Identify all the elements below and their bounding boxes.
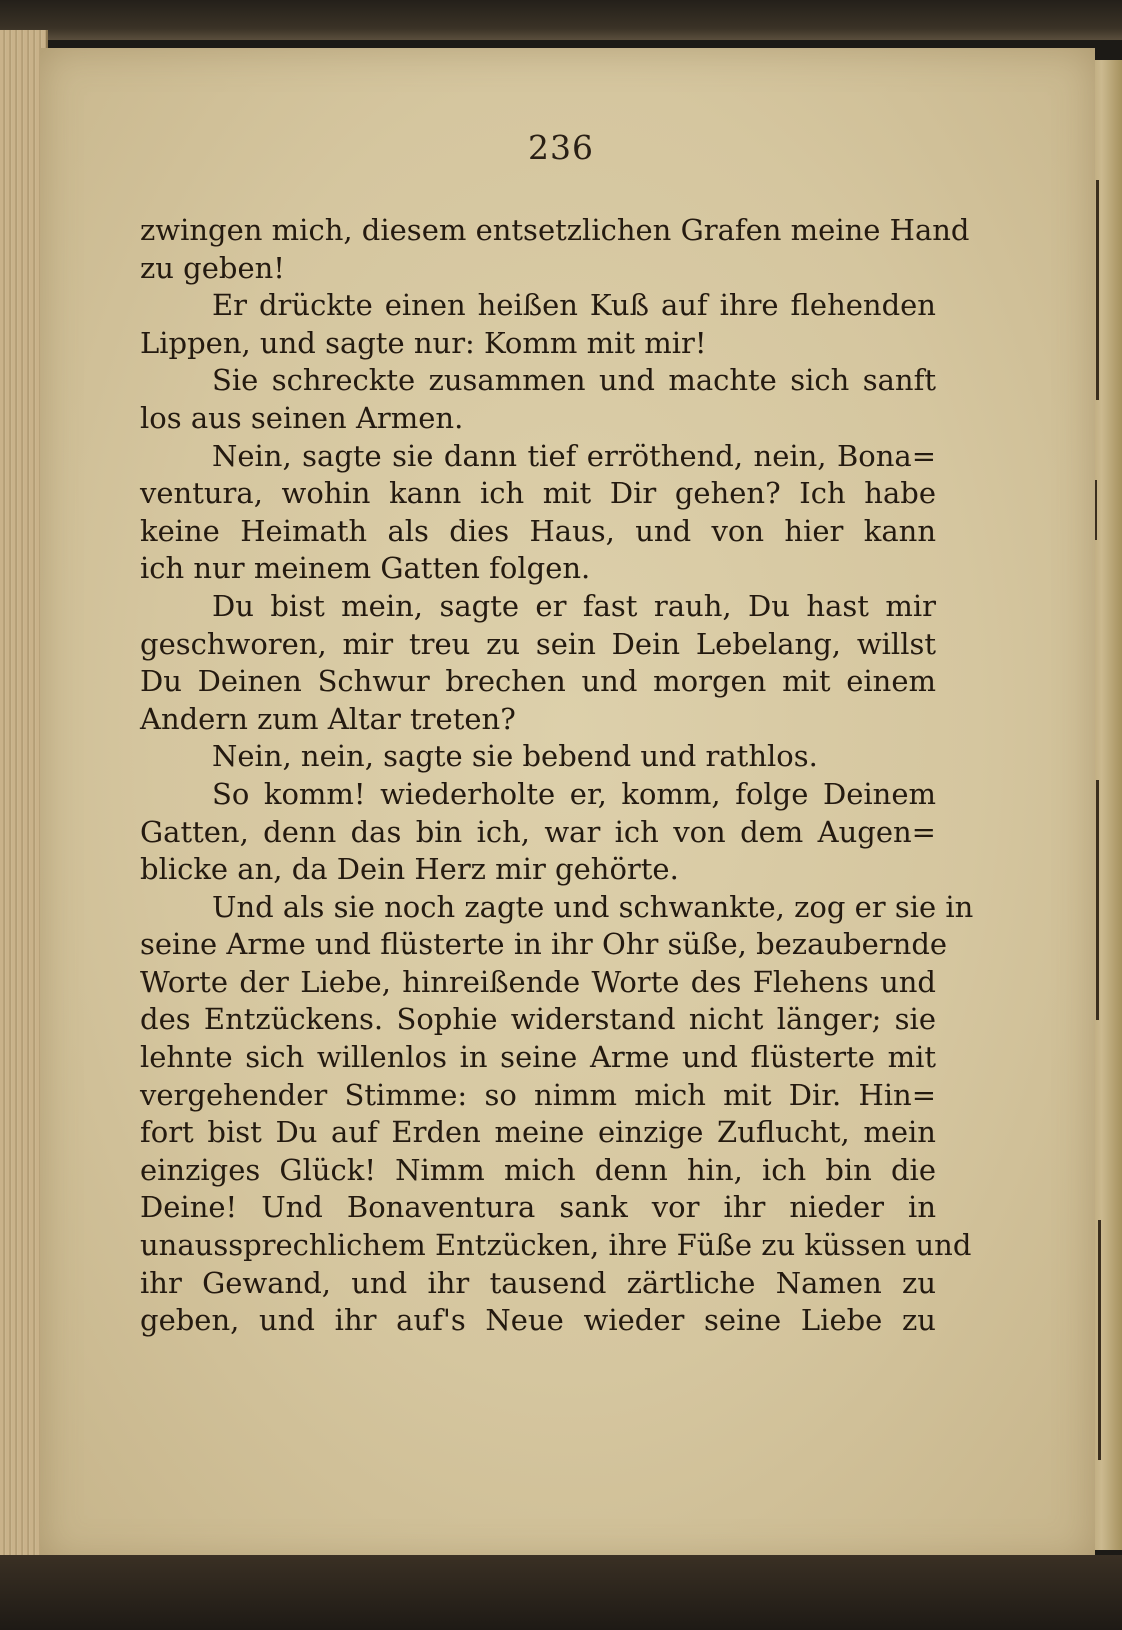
text-line: Gatten, denn das bin ich, war ich von dem Augen= bbox=[140, 814, 936, 849]
text-line: Du Deinen Schwur brechen und morgen mit einem bbox=[140, 664, 936, 699]
text-line: Nein, nein, sagte sie bebend und rathlos. bbox=[212, 739, 818, 774]
text-line: los aus seinen Armen. bbox=[140, 400, 464, 435]
text-line: vergehender Stimme: so nimm mich mit Dir. Hin= bbox=[140, 1077, 936, 1112]
text-line: keine Heimath als dies Haus, und von hier kann bbox=[140, 513, 936, 548]
text-line: Sie schreckte zusammen und machte sich sanft bbox=[212, 363, 936, 398]
text-line: ventura, wohin kann ich mit Dir gehen? Ich habe bbox=[140, 476, 936, 511]
text-line: Und als sie noch zagte und schwankte, zog er sie in bbox=[212, 889, 974, 924]
text-line: geben, und ihr auf's Neue wieder seine Liebe zu bbox=[140, 1303, 936, 1338]
text-line: Nein, sagte sie dann tief erröthend, nein, Bona= bbox=[212, 438, 936, 473]
text-line: So komm! wiederholte er, komm, folge Deinem bbox=[212, 776, 936, 811]
text-line: des Entzückens. Sophie widerstand nicht länger; sie bbox=[140, 1002, 936, 1037]
edge-mark bbox=[1096, 780, 1099, 1020]
book-cover-top bbox=[0, 0, 1122, 40]
text-line: fort bist Du auf Erden meine einzige Zuflucht, mein bbox=[140, 1115, 936, 1150]
text-line: blicke an, da Dein Herz mir gehörte. bbox=[140, 852, 679, 887]
edge-mark bbox=[1098, 1220, 1101, 1460]
book-cover-bottom bbox=[0, 1555, 1122, 1630]
text-line: Du bist mein, sagte er fast rauh, Du hast mir bbox=[212, 588, 936, 623]
text-line: Lippen, und sagte nur: Komm mit mir! bbox=[140, 325, 707, 360]
text-line: Deine! Und Bonaventura sank vor ihr nieder in bbox=[140, 1190, 936, 1225]
text-line: Andern zum Altar treten? bbox=[140, 701, 516, 736]
text-line: ihr Gewand, und ihr tausend zärtliche Namen zu bbox=[140, 1265, 936, 1300]
text-line: zwingen mich, diesem entsetzlichen Grafen meine Hand bbox=[140, 213, 970, 247]
text-line: zu geben! bbox=[140, 250, 285, 285]
body-text bbox=[140, 212, 974, 1340]
text-line: seine Arme und flüsterte in ihr Ohr süße, bezaubernde bbox=[140, 927, 948, 962]
text-line: Worte der Liebe, hinreißende Worte des Flehens und bbox=[140, 964, 936, 999]
text-line: geschworen, mir treu zu sein Dein Lebelang, willst bbox=[140, 626, 936, 661]
text-line: unaussprechlichem Entzücken, ihre Füße zu küssen und bbox=[140, 1228, 972, 1263]
text-line: einziges Glück! Nimm mich denn hin, ich bin die bbox=[140, 1152, 936, 1187]
edge-mark bbox=[1096, 180, 1099, 400]
text-line: lehnte sich willenlos in seine Arme und flüsterte mit bbox=[140, 1040, 936, 1075]
text-line: ich nur meinem Gatten folgen. bbox=[140, 551, 591, 586]
text-line: Er drückte einen heißen Kuß auf ihre flehenden bbox=[212, 288, 936, 323]
page-number: 236 bbox=[528, 128, 594, 167]
